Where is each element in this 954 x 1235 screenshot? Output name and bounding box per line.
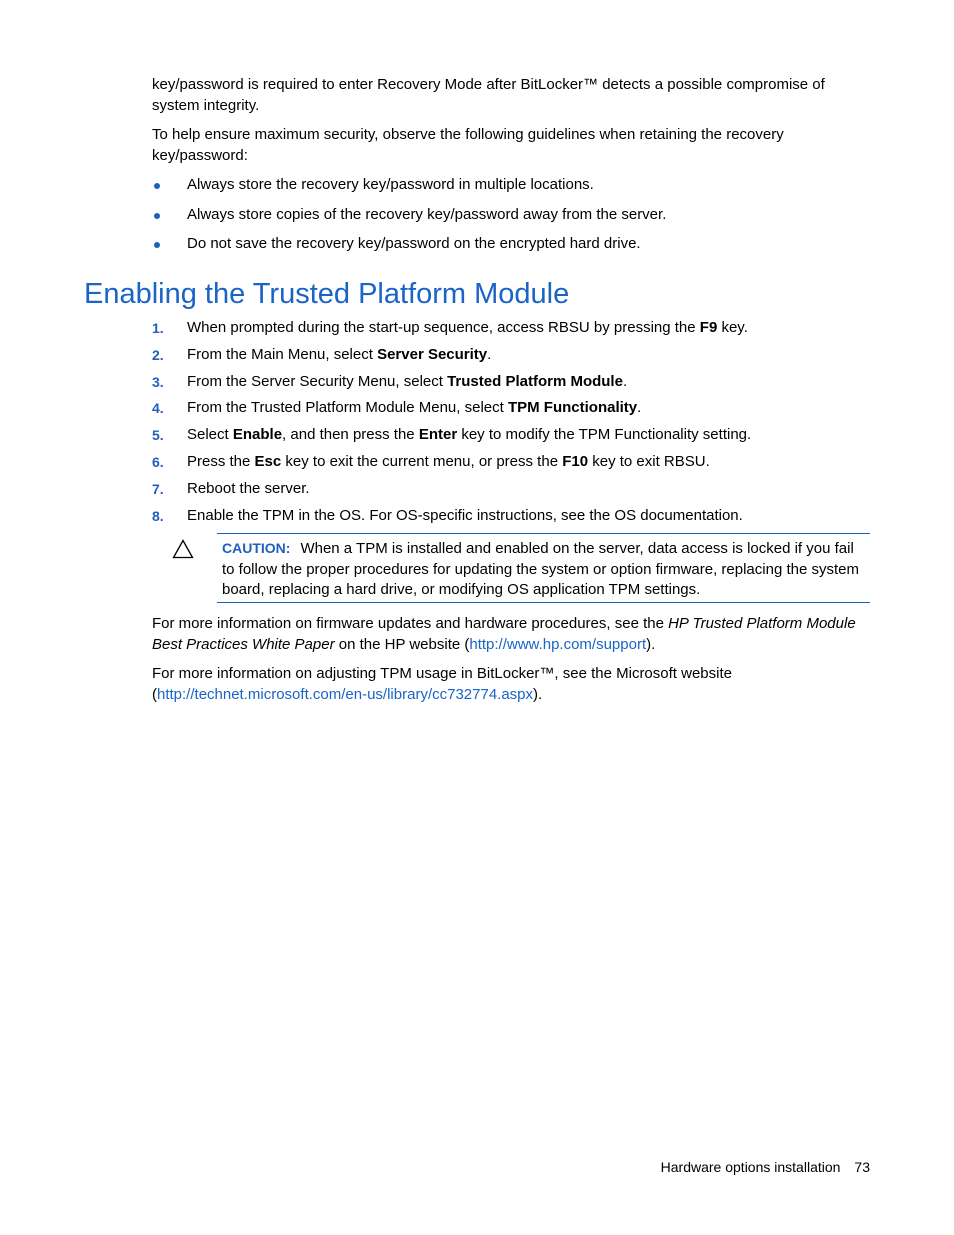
- step-item: 2. From the Main Menu, select Server Security.: [152, 345, 872, 372]
- step-number: 5.: [152, 427, 164, 444]
- bullet-icon: [154, 183, 160, 189]
- hp-support-link[interactable]: http://www.hp.com/support: [469, 635, 647, 653]
- step-number: 8.: [152, 507, 164, 524]
- caution-text: CAUTION: When a TPM is installed and enabled on the server, data access is locked if you fail to follow the proper procedures for updating the system or option firmware, replacing the system board, replacing a hard drive, or modifying OS application TPM settings.: [222, 540, 859, 598]
- intro-paragraph-2: To help ensure maximum security, observe the following guidelines when retaining the recovery key/password:: [152, 126, 784, 164]
- key-name: F10: [562, 452, 589, 470]
- step-item: 7. Reboot the server.: [152, 479, 872, 506]
- step-item: 8. Enable the TPM in the OS. For OS-specific instructions, see the OS documentation.: [152, 506, 872, 533]
- bitlocker-info-paragraph: For more information on adjusting TPM usage in BitLocker™, see the Microsoft website (http://technet.microsoft.com/en-us/library/cc732774.aspx).: [152, 665, 732, 703]
- list-item: Do not save the recovery key/password on the encrypted hard drive.: [152, 234, 872, 264]
- bullet-icon: [154, 242, 160, 248]
- step-item: 4. From the Trusted Platform Module Menu, select TPM Functionality.: [152, 398, 872, 425]
- step-number: 6.: [152, 453, 164, 470]
- list-item: Always store copies of the recovery key/password away from the server.: [152, 205, 872, 235]
- guidelines-list: [152, 175, 872, 264]
- caution-label: CAUTION:: [222, 540, 291, 556]
- step-item: 5. Select Enable, and then press the Enter key to modify the TPM Functionality setting.: [152, 425, 872, 452]
- caution-box: [217, 533, 870, 603]
- bullet-icon: [154, 213, 160, 219]
- step-number: 7.: [152, 480, 164, 497]
- menu-option: Enable: [232, 426, 283, 444]
- microsoft-technet-link[interactable]: http://technet.microsoft.com/en-us/library/cc732774.aspx: [157, 685, 534, 703]
- menu-option: Trusted Platform Module: [447, 372, 623, 390]
- page-footer: [560, 1157, 870, 1177]
- menu-option: Server Security: [377, 345, 488, 363]
- step-number: 3.: [152, 373, 164, 390]
- page-number: 73: [854, 1159, 870, 1175]
- list-item: Always store the recovery key/password in multiple locations.: [152, 175, 872, 205]
- key-name: F9: [699, 319, 718, 336]
- menu-option: TPM Functionality: [507, 399, 638, 417]
- step-number: 4.: [152, 400, 164, 417]
- document-title: HP Trusted Platform Module Best Practices White Paper: [152, 615, 856, 653]
- footer-section-name: Hardware options installation: [660, 1159, 841, 1175]
- section-title: Enabling the Trusted Platform Module: [84, 278, 570, 310]
- key-name: Enter: [418, 426, 458, 444]
- intro-paragraph-1: key/password is required to enter Recovery Mode after BitLocker™ detects a possible compromise of system integrity.: [152, 76, 825, 114]
- procedure-steps: [152, 318, 872, 532]
- step-item: 6. Press the Esc key to exit the current menu, or press the F10 key to exit RBSU.: [152, 452, 872, 479]
- step-item: 1. When prompted during the start-up sequence, access RBSU by pressing the F9 key.: [152, 318, 872, 345]
- step-number: 2.: [152, 346, 164, 363]
- key-name: Esc: [254, 452, 282, 470]
- firmware-info-paragraph: For more information on firmware updates and hardware procedures, see the HP Trusted Platform Module Best Practices White Paper on the HP website (http://www.hp.com/support).: [152, 615, 856, 653]
- step-item: 3. From the Server Security Menu, select Trusted Platform Module.: [152, 372, 872, 399]
- caution-triangle-icon: [172, 539, 194, 559]
- step-number: 1.: [152, 320, 164, 336]
